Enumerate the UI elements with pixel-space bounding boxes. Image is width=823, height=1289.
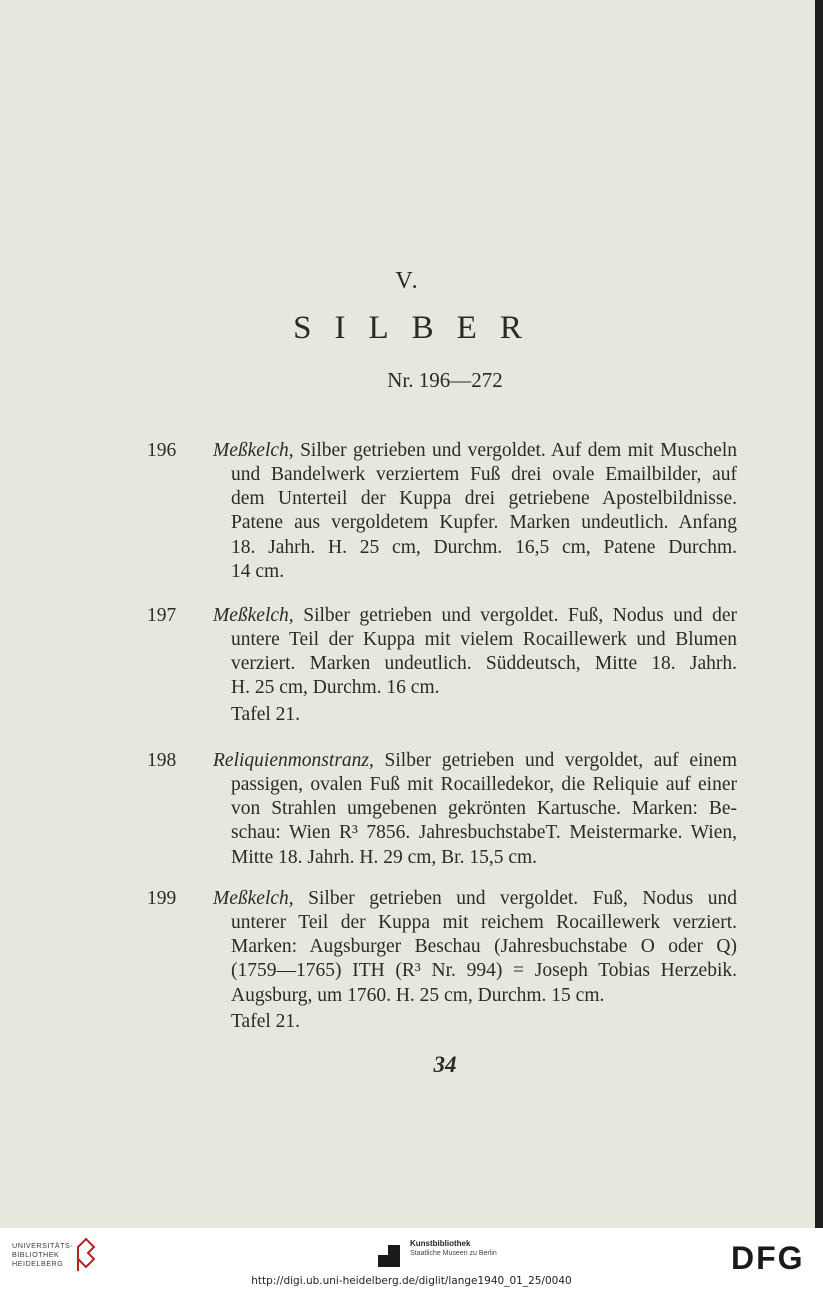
entry-line: 14 cm. (231, 560, 285, 582)
digitization-footer (0, 1228, 823, 1289)
entry-line: 18. Jahrh. H. 25 cm, Durchm. 16,5 cm, Patene Durchm. (231, 536, 737, 558)
entry-line: passigen, ovalen Fuß mit Rocailledekor, die Reliquie auf einer (231, 774, 737, 795)
entry-line: Marken: Augsburger Beschau (Jahresbuchstabe O oder Q) (231, 936, 737, 958)
catalog-entry-197 (147, 604, 737, 734)
entry-line: Meßkelch, Silber getrieben und vergoldet. Auf dem mit Muscheln (213, 440, 737, 461)
entry-line: von Strahlen umgebenen gekrönten Kartusche. Marken: Be- (231, 798, 737, 820)
entry-line: Augsburg, um 1760. H. 25 cm, Durchm. 15 cm. (231, 984, 605, 1006)
entry-line: untere Teil der Kuppa mit vielem Rocaillewerk und Blumen (231, 629, 737, 650)
university-crest-icon (76, 1237, 96, 1273)
entry-number: 196 (147, 440, 177, 461)
entry-line: verziert. Marken undeutlich. Süddeutsch, Mitte 18. Jahrh. (231, 653, 737, 675)
scan-edge (815, 0, 823, 1228)
university-library-logo[interactable]: UNIVERSITÄTS- BIBLIOTHEK HEIDELBERG (12, 1241, 74, 1268)
chapter-range: Nr. 196—272 (387, 368, 503, 392)
entry-line: und Bandelwerk verziertem Fuß drei ovale Emailbilder, auf (231, 464, 737, 485)
entry-object: Meßkelch, (213, 605, 294, 626)
page-number: 34 (433, 1052, 457, 1077)
entry-object: Meßkelch, (213, 888, 294, 909)
entry-line: Meßkelch, Silber getrieben und vergoldet. Fuß, Nodus und (213, 888, 737, 909)
entry-line: Meßkelch, Silber getrieben und vergoldet. Fuß, Nodus und der (213, 605, 737, 626)
entry-line: unterer Teil der Kuppa mit reichem Rocaillewerk verziert. (231, 912, 737, 933)
entry-line: (1759—1765) ITH (R³ Nr. 994) = Joseph Tobias Herzebik. (231, 960, 737, 982)
entry-line: dem Unterteil der Kuppa drei getriebene Apostelbildnisse. (231, 488, 737, 510)
plate-reference: Tafel 21. (231, 703, 301, 725)
catalog-entry-198 (147, 749, 737, 869)
entry-object: Meßkelch, (213, 440, 294, 461)
plate-reference: Tafel 21. (231, 1010, 301, 1032)
catalog-entry-199 (147, 887, 737, 1037)
entry-line: H. 25 cm, Durchm. 16 cm. (231, 677, 440, 699)
permalink-url[interactable]: http://digi.ub.uni-heidelberg.de/diglit/lange1940_01_25/0040 (251, 1275, 572, 1287)
dfg-logo[interactable]: DFG (731, 1240, 805, 1276)
entry-line: Patene aus vergoldetem Kupfer. Marken undeutlich. Anfang (231, 512, 737, 534)
chapter-title: SILBER (293, 310, 545, 346)
entry-line: schau: Wien R³ 7856. JahresbuchstabeT. Meistermarke. Wien, (231, 822, 737, 844)
entry-number: 199 (147, 888, 177, 909)
entry-object: Reliquienmonstranz, (213, 750, 374, 771)
kunstbibliothek-subtitle: Staatliche Museen zu Berlin (410, 1250, 497, 1257)
entry-line: Mitte 18. Jahrh. H. 29 cm, Br. 15,5 cm. (231, 846, 538, 868)
entry-line: Reliquienmonstranz, Silber getrieben und vergoldet, auf einem (213, 750, 737, 771)
entry-number: 198 (147, 750, 177, 771)
kunstbibliothek-title: Kunstbibliothek (410, 1239, 471, 1248)
kunstbibliothek-icon (378, 1245, 400, 1267)
chapter-number: V. (395, 268, 420, 294)
entry-number: 197 (147, 605, 177, 626)
catalog-entry-196 (147, 439, 737, 589)
